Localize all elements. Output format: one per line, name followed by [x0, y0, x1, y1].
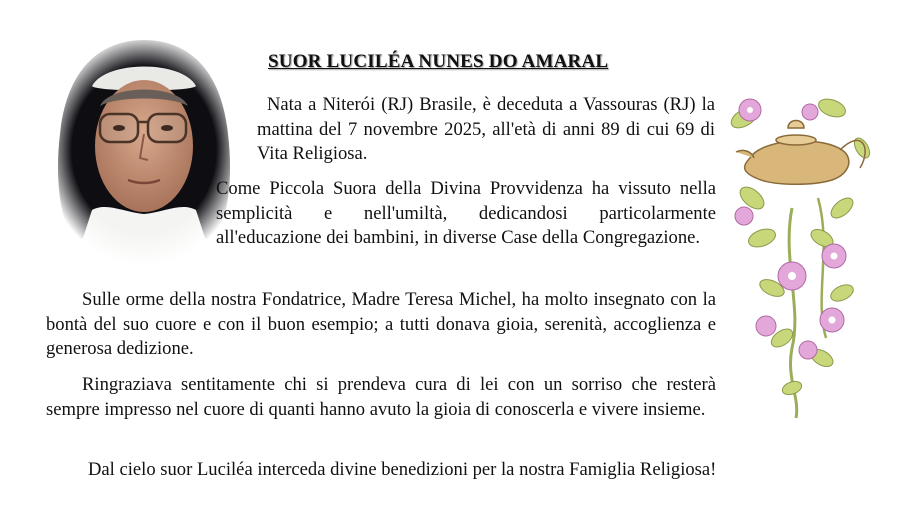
paragraph-vocation: Come Piccola Suora della Divina Provvidenza ha vissuto nella semplicità e nell'umiltà, dedicandosi particolarmente all'educazione dei bambini, in diverse Case della Congregazione.: [216, 178, 716, 249]
portrait-photo: [44, 34, 244, 266]
paragraph-gratitude: Ringraziava sentitamente chi si prendeva cura di lei con un sorriso che resterà sempre impresso nel cuore di quanti hanno avuto la gioia di conoscerla e vivere insieme.: [46, 374, 716, 420]
closing-blessing: Dal cielo suor Luciléa interceda divine benedizioni per la nostra Famiglia Religiosa!: [88, 459, 717, 480]
paragraph-foundress: Sulle orme della nostra Fondatrice, Madre Teresa Michel, ha molto insegnato con la bontà del suo cuore e con il buon esempio; a tutti donava gioia, serenità, accoglienza e generosa dedizione.: [46, 289, 716, 360]
page-title: SUOR LUCILÉA NUNES DO AMARAL: [268, 51, 609, 72]
oil-lamp-flowers-illustration: [722, 88, 880, 423]
paragraph-birth-death: Nata a Niterói (RJ) Brasile, è deceduta a Vassouras (RJ) la mattina del 7 novembre 2025, all'età di anni 89 di cui 69 di Vita Religiosa.: [257, 94, 715, 165]
